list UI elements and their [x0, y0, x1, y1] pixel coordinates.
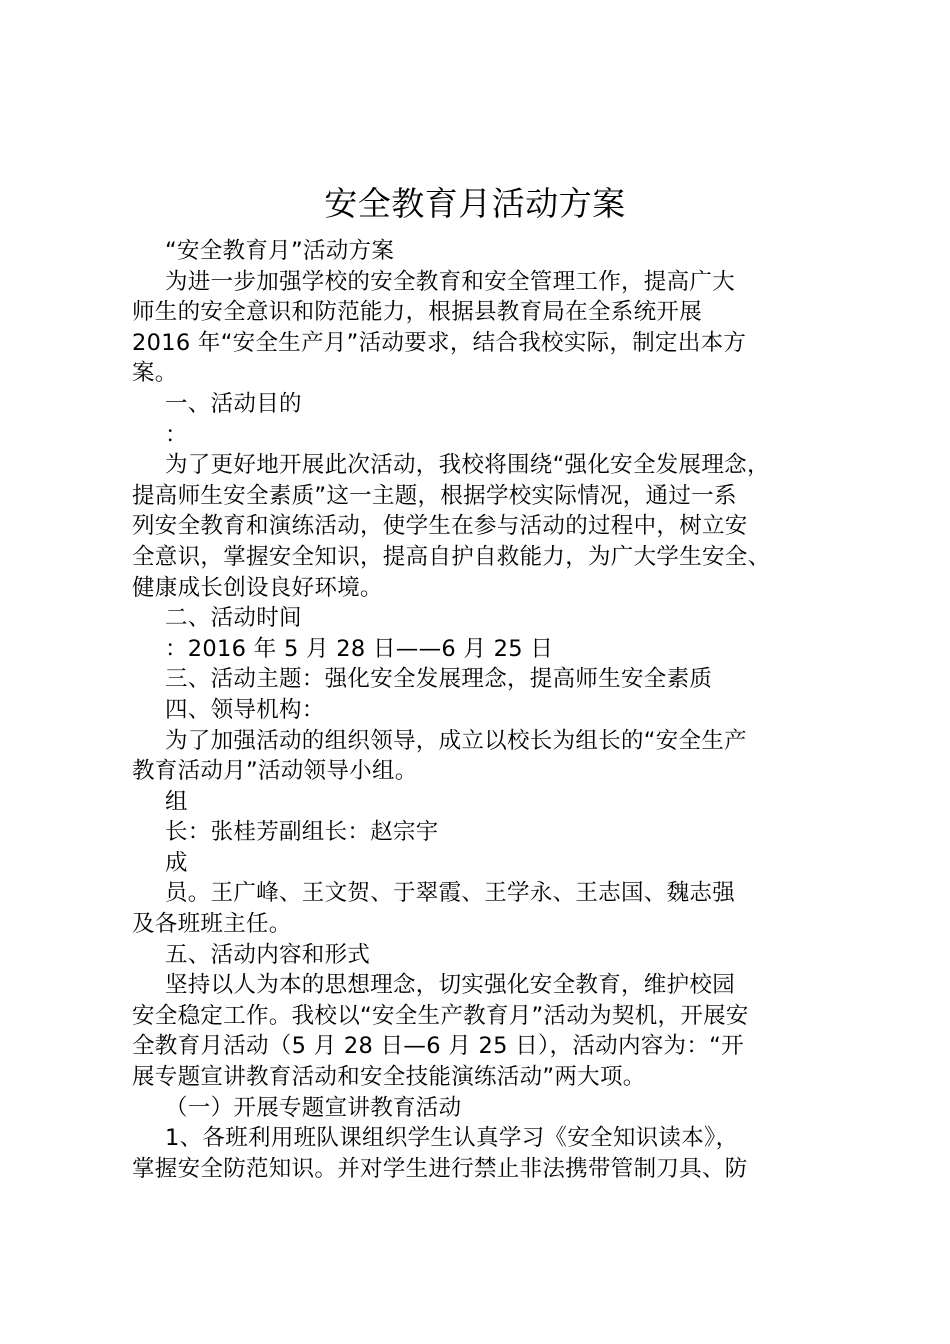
body-line: 四、领导机构：	[165, 696, 325, 723]
body-line: 展专题宣讲教育活动和安全技能演练活动”两大项。	[132, 1064, 646, 1091]
body-line: 教育活动月”活动领导小组。	[132, 758, 418, 785]
body-line: 长：张桂芳副组长：赵宗宇	[165, 819, 439, 846]
body-line: 列安全教育和演练活动，使学生在参与活动的过程中，树立安	[132, 513, 748, 540]
body-line: 五、活动内容和形式	[165, 941, 371, 968]
body-line: 为进一步加强学校的安全教育和安全管理工作，提高广大	[165, 268, 736, 295]
body-line: 健康成长创设良好环境。	[132, 574, 383, 601]
body-line: 师生的安全意识和防范能力，根据县教育局在全系统开展	[132, 299, 703, 326]
body-line: （一）开展专题宣讲教育活动	[165, 1094, 462, 1121]
body-line: 员。王广峰、王文贺、于翠霞、王学永、王志国、魏志强	[165, 880, 736, 907]
body-line: 案。	[132, 360, 178, 387]
body-line: 组	[165, 788, 188, 815]
body-line: 为了加强活动的组织领导，成立以校长为组长的“安全生产	[165, 727, 747, 754]
body-line: 坚持以人为本的思想理念，切实强化安全教育，维护校园	[165, 972, 736, 999]
body-line: 成	[165, 849, 188, 876]
body-line: 一、活动目的	[165, 390, 302, 417]
body-line: 全教育月活动（5 月 28 日—6 月 25 日），活动内容为：“开	[132, 1033, 744, 1060]
body-line: 2016 年“安全生产月”活动要求，结合我校实际，制定出本方	[132, 329, 747, 356]
body-line: “安全教育月”活动方案	[165, 238, 395, 264]
body-line: 全意识，掌握安全知识，提高自护自救能力，为广大学生安全、	[132, 543, 771, 570]
body-line: 二、活动时间	[165, 605, 302, 632]
document-title: 安全教育月活动方案	[324, 184, 626, 223]
body-line: 1、各班利用班队课组织学生认真学习《安全知识读本》，	[165, 1125, 739, 1152]
body-line: ：	[165, 421, 188, 448]
body-line: 为了更好地开展此次活动，我校将围绕“强化安全发展理念，	[165, 452, 770, 479]
body-line: ：2016 年 5 月 28 日——6 月 25 日	[165, 635, 554, 662]
body-line: 及各班班主任。	[132, 911, 292, 938]
body-line: 三、活动主题：强化安全发展理念，提高师生安全素质	[165, 666, 713, 693]
document-body	[132, 236, 832, 1184]
body-line: 提高师生安全素质”这一主题，根据学校实际情况，通过一系	[132, 482, 737, 509]
body-line: 掌握安全防范知识。并对学生进行禁止非法携带管制刀具、防	[132, 1155, 748, 1182]
body-line: 安全稳定工作。我校以“安全生产教育月”活动为契机，开展安	[132, 1002, 749, 1029]
